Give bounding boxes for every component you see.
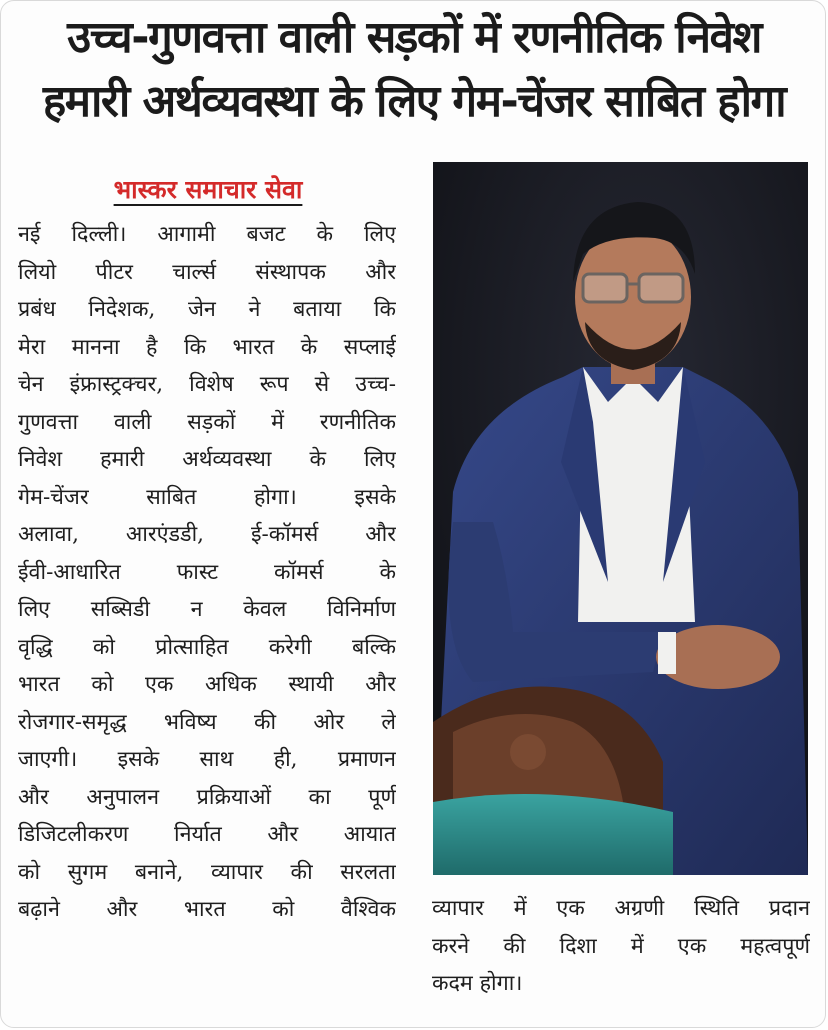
body-line: कदम होगा। <box>432 971 523 996</box>
article-body-left <box>18 216 396 929</box>
body-line: नई दिल्ली। आगामी बजट के लिए <box>18 222 396 247</box>
body-line: भारत को एक अधिक स्थायी और <box>18 672 396 697</box>
body-line: अलावा, आरएंडडी, ई-कॉमर्स और <box>18 522 396 547</box>
body-line: करने की दिशा में एक महत्वपूर्ण <box>432 933 810 959</box>
byline: भास्कर समाचार सेवा <box>113 175 303 204</box>
body-line: रोजगार-समृद्ध भविष्य की ओर ले <box>18 709 396 735</box>
body-line: वृद्धि को प्रोत्साहित करेगी बल्कि <box>18 634 396 660</box>
headline-line-2: हमारी अर्थव्यवस्था के लिए गेम-चेंजर साबित होगा <box>42 76 786 127</box>
body-line: और अनुपालन प्रक्रियाओं का पूर्ण <box>18 784 396 810</box>
body-line: लिए सब्सिडी न केवल विनिर्माण <box>18 597 396 622</box>
person-portrait-photo <box>433 162 808 875</box>
body-line: को सुगम बनाने, व्यापार की सरलता <box>18 859 396 885</box>
headline-line-1: उच्च-गुणवत्ता वाली सड़कों में रणनीतिक निवेश <box>67 12 761 63</box>
body-line: चेन इंफ्रास्ट्रक्चर, विशेष रूप से उच्च- <box>18 372 396 397</box>
body-line: गेम-चेंजर साबित होगा। इसके <box>18 484 396 510</box>
body-line: मेरा मानना है कि भारत के सप्लाई <box>18 334 396 360</box>
body-line: निवेश हमारी अर्थव्यवस्था के लिए <box>18 447 396 472</box>
body-line: बढ़ाने और भारत को वैश्विक <box>18 897 396 922</box>
body-line: व्यापार में एक अग्रणी स्थिति प्रदान <box>432 896 810 921</box>
headline <box>10 6 818 134</box>
body-line: जाएगी। इसके साथ ही, प्रमाणन <box>18 747 396 772</box>
body-line: लियो पीटर चार्ल्स संस्थापक और <box>18 259 396 285</box>
body-line: प्रबंध निदेशक, जेन ने बताया कि <box>18 297 396 322</box>
body-line: ईवी-आधारित फास्ट कॉमर्स के <box>18 559 396 585</box>
article-body-right <box>432 890 810 1003</box>
body-line: डिजिटलीकरण निर्यात और आयात <box>18 822 396 847</box>
body-line: गुणवत्ता वाली सड़कों में रणनीतिक <box>18 409 396 435</box>
